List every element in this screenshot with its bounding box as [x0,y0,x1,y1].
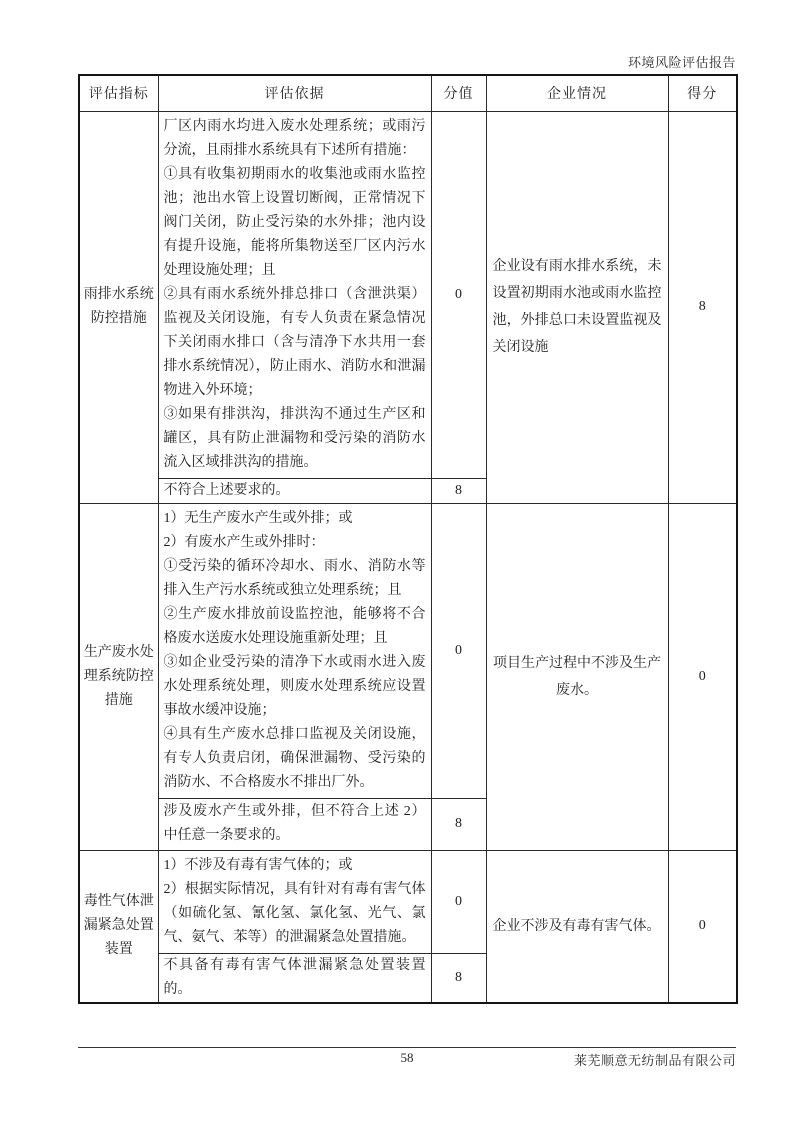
assessment-table [78,74,738,1004]
criteria-paragraph: ②具有雨水系统外排总排口（含泄洪渠）监视及关闭设施，有专人负责在紧急情况下关闭雨水排口（含与清净下水共用一套排水系统情况），防止雨水、消防水和泄漏物进入外环境； [163,286,426,398]
table-row [79,111,737,478]
footer-company-name: 莱芜顺意无纺制品有限公司 [573,1053,736,1068]
enterprise-situation: 项目生产过程中不涉及生产废水。 [486,503,668,850]
fail-score-value: 8 [431,478,486,503]
score-value: 0 [431,850,486,953]
table-header-row [79,75,737,111]
enterprise-situation: 企业设有雨水排水系统，未设置初期雨水池或雨水监控池，外排总口未设置监视及关闭设施 [486,111,668,503]
header-score-earned: 得分 [668,75,737,111]
header-score-value: 分值 [431,75,486,111]
header-enterprise: 企业情况 [486,75,668,111]
enterprise-situation: 企业不涉及有毒有害气体。 [486,850,668,1003]
score-value: 0 [431,503,486,798]
criteria-paragraph: 2）根据实际情况，具有针对有毒有害气体（如硫化氢、氰化氢、氯化氢、光气、氯气、氨气、苯等）的泄漏紧急处置措施。 [163,881,426,945]
indicator-rain-drainage: 雨排水系统防控措施 [79,111,158,503]
criteria-rain-drainage [158,111,431,478]
criteria-paragraph: ③如果有排洪沟，排洪沟不通过生产区和罐区，具有防止泄漏物和受污染的消防水流入区域排洪沟的措施。 [163,406,426,470]
fail-score-value: 8 [431,953,486,1003]
document-header-title: 环境风险评估报告 [627,55,736,70]
fail-criteria: 涉及废水产生或外排，但不符合上述 2）中任意一条要求的。 [158,798,431,850]
criteria-paragraph: 1）不涉及有毒有害气体的；或 [163,857,353,873]
indicator-toxic-gas-device: 毒性气体泄漏紧急处置装置 [79,850,158,1003]
criteria-paragraph: ③如企业受污染的清净下水或雨水进入废水处理系统处理，则废水处理系统应设置事故水缓冲设施； [163,654,426,718]
criteria-wastewater-treatment [158,503,431,798]
criteria-paragraph: ②生产废水排放前设监控池，能够将不合格废水送废水处理设施重新处理；且 [163,606,426,646]
criteria-paragraph: 厂区内雨水均进入废水处理系统；或雨污分流，且雨排水系统具有下述所有措施： [163,118,426,158]
indicator-wastewater-treatment: 生产废水处理系统防控措施 [79,503,158,850]
criteria-toxic-gas-device [158,850,431,953]
header-basis: 评估依据 [158,75,431,111]
score-earned: 8 [668,111,737,503]
score-value: 0 [431,111,486,478]
table-row [79,503,737,798]
criteria-paragraph: 2）有废水产生或外排时： [163,534,325,550]
criteria-paragraph: 1）无生产废水产生或外排；或 [163,510,353,526]
fail-criteria: 不具备有毒有害气体泄漏紧急处置装置的。 [158,953,431,1003]
page-number: 58 [400,1050,414,1065]
table-row [79,850,737,953]
score-earned: 0 [668,503,737,850]
fail-criteria: 不符合上述要求的。 [158,478,431,503]
footer-rule [78,1047,736,1048]
fail-score-value: 8 [431,798,486,850]
score-earned: 0 [668,850,737,1003]
criteria-paragraph: ④具有生产废水总排口监视及关闭设施，有专人负责启闭，确保泄漏物、受污染的消防水、不合格废水不排出厂外。 [163,726,426,790]
criteria-paragraph: ①受污染的循环冷却水、雨水、消防水等排入生产污水系统或独立处理系统；且 [163,558,426,598]
criteria-paragraph: ①具有收集初期雨水的收集池或雨水监控池；池出水管上设置切断阀，正常情况下阀门关闭，防止受污染的水外排；池内设有提升设施，能将所集物送至厂区内污水处理设施处理；且 [163,166,426,278]
header-indicator: 评估指标 [79,75,158,111]
